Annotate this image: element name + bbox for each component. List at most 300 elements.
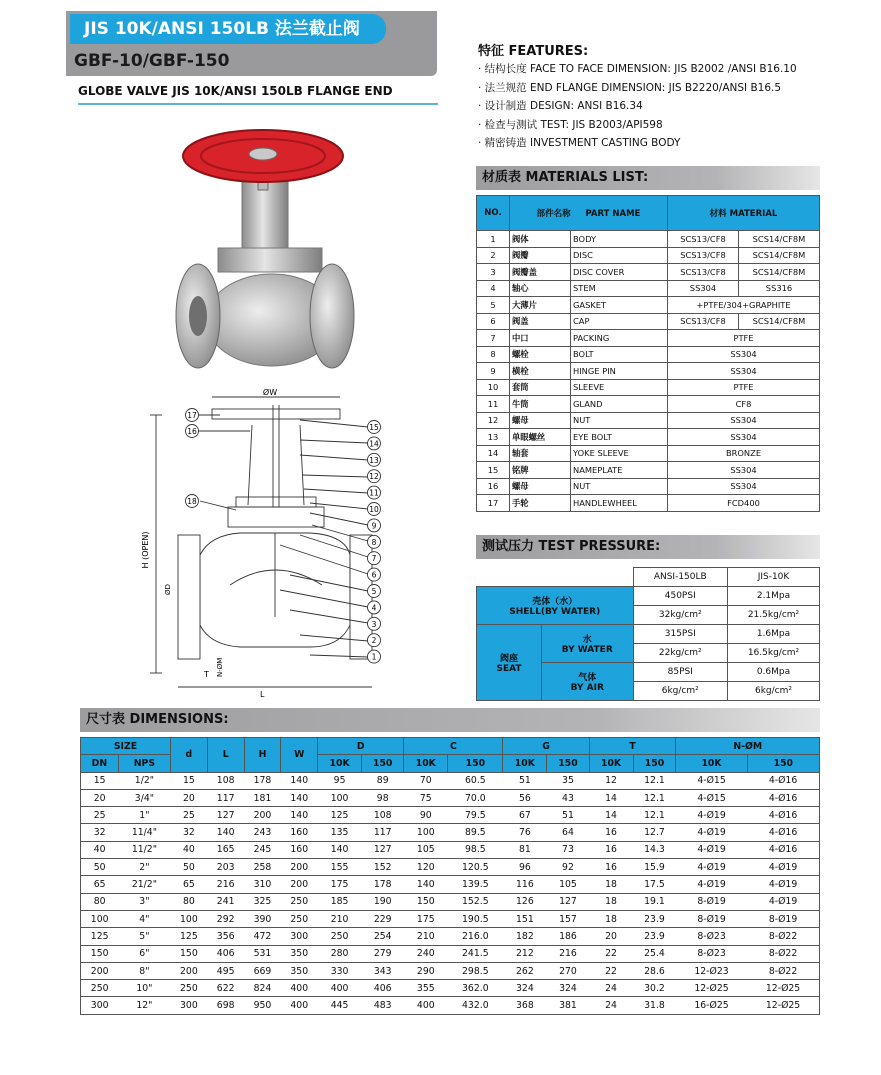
dimension-cell: 4-Ø19 bbox=[676, 824, 747, 841]
dimension-cell: 20 bbox=[81, 789, 119, 806]
material-part: STEM bbox=[571, 280, 668, 297]
feature-item: · 设计制造 DESIGN: ANSI B16.34 bbox=[478, 100, 643, 112]
water-label: 水 BY WATER bbox=[542, 625, 634, 663]
dimension-cell: 182 bbox=[503, 928, 547, 945]
dimension-cell: 152 bbox=[362, 859, 404, 876]
material-row bbox=[477, 445, 820, 462]
dimension-cell: 70.0 bbox=[448, 789, 503, 806]
material-value: SS304 bbox=[668, 363, 820, 380]
dimension-cell: 11/2" bbox=[118, 841, 170, 858]
dimension-cell: 125 bbox=[318, 807, 362, 824]
shell-label: 壳体（水） SHELL(BY WATER) bbox=[477, 587, 634, 625]
dimension-cell: 64 bbox=[547, 824, 589, 841]
dimension-cell: 4-Ø16 bbox=[747, 772, 819, 789]
dimension-cell: 79.5 bbox=[448, 807, 503, 824]
col-nps: NPS bbox=[118, 755, 170, 772]
dimension-cell: 406 bbox=[362, 980, 404, 997]
material-part: BOLT bbox=[571, 346, 668, 363]
dimension-cell: 22 bbox=[589, 945, 633, 962]
material-row bbox=[477, 247, 820, 264]
dimension-cell: 186 bbox=[547, 928, 589, 945]
dimension-cell: 51 bbox=[547, 807, 589, 824]
dimension-cell: 178 bbox=[362, 876, 404, 893]
dimension-cell: 262 bbox=[503, 962, 547, 979]
balloon-label: 14 bbox=[369, 439, 379, 449]
dimension-row bbox=[81, 807, 820, 824]
balloon-label: 11 bbox=[369, 488, 379, 498]
dimension-cell: 12.7 bbox=[633, 824, 676, 841]
dimension-cell: 4-Ø16 bbox=[747, 807, 819, 824]
material-cn: 阀瓣盖 bbox=[510, 264, 571, 281]
material-no: 11 bbox=[477, 396, 510, 413]
dimension-cell: 254 bbox=[362, 928, 404, 945]
dimension-cell: 40 bbox=[81, 841, 119, 858]
dimension-cell: 362.0 bbox=[448, 980, 503, 997]
dimension-row bbox=[81, 893, 820, 910]
material-cn: 铭牌 bbox=[510, 462, 571, 479]
dimension-cell: 96 bbox=[503, 859, 547, 876]
dimension-cell: 824 bbox=[244, 980, 281, 997]
balloon-label: 1 bbox=[371, 652, 377, 662]
dimension-row bbox=[81, 910, 820, 927]
dimension-cell: 8-Ø23 bbox=[676, 928, 747, 945]
dimension-cell: 400 bbox=[281, 997, 318, 1014]
dimension-cell: 400 bbox=[281, 980, 318, 997]
dimension-cell: 292 bbox=[207, 910, 244, 927]
dimension-cell: 4-Ø15 bbox=[676, 789, 747, 806]
material-no: 1 bbox=[477, 231, 510, 248]
dimension-cell: 12-Ø23 bbox=[676, 962, 747, 979]
dimension-cell: 298.5 bbox=[448, 962, 503, 979]
dimension-cell: 3" bbox=[118, 893, 170, 910]
dimension-row bbox=[81, 772, 820, 789]
dimension-cell: 4-Ø16 bbox=[747, 789, 819, 806]
dimension-cell: 200 bbox=[281, 859, 318, 876]
material-value: SCS13/CF8 bbox=[668, 231, 739, 248]
material-no: 8 bbox=[477, 346, 510, 363]
material-value: +PTFE/304+GRAPHITE bbox=[668, 297, 820, 314]
material-value: BRONZE bbox=[668, 445, 820, 462]
dimension-cell: 14 bbox=[589, 807, 633, 824]
col-no: NO. bbox=[477, 196, 510, 231]
dimension-cell: 250 bbox=[318, 928, 362, 945]
col-D: D bbox=[318, 738, 404, 755]
dimension-cell: 100 bbox=[170, 910, 207, 927]
balloon-label: 5 bbox=[371, 587, 377, 596]
feature-item: · 精密铸造 INVESTMENT CASTING BODY bbox=[478, 137, 681, 149]
dimension-cell: 108 bbox=[207, 772, 244, 789]
dimension-cell: 11/4" bbox=[118, 824, 170, 841]
dimension-cell: 125 bbox=[81, 928, 119, 945]
dimension-cell: 241.5 bbox=[448, 945, 503, 962]
dimension-cell: 310 bbox=[244, 876, 281, 893]
dimension-row bbox=[81, 859, 820, 876]
page-title: JIS 10K/ANSI 150LB 法兰截止阀 bbox=[70, 14, 386, 44]
dimension-cell: 127 bbox=[547, 893, 589, 910]
dimension-cell: 245 bbox=[244, 841, 281, 858]
dimension-cell: 92 bbox=[547, 859, 589, 876]
col-nm: N-ØM bbox=[676, 738, 820, 755]
dimension-row bbox=[81, 962, 820, 979]
dimension-cell: 125 bbox=[170, 928, 207, 945]
dimension-cell: 150 bbox=[81, 945, 119, 962]
material-row bbox=[477, 264, 820, 281]
product-subtitle: GLOBE VALVE JIS 10K/ANSI 150LB FLANGE END bbox=[78, 84, 393, 98]
dimension-cell: 18 bbox=[589, 876, 633, 893]
col-cn: 部件名称 bbox=[536, 209, 571, 219]
dimension-cell: 12" bbox=[118, 997, 170, 1014]
dimension-cell: 8-Ø22 bbox=[747, 962, 819, 979]
dimension-cell: 200 bbox=[170, 962, 207, 979]
material-value: SS304 bbox=[668, 346, 820, 363]
material-part: YOKE SLEEVE bbox=[571, 445, 668, 462]
dimension-cell: 2" bbox=[118, 859, 170, 876]
material-no: 6 bbox=[477, 313, 510, 330]
dimension-cell: 150 bbox=[170, 945, 207, 962]
material-row bbox=[477, 478, 820, 495]
dimension-cell: 216 bbox=[207, 876, 244, 893]
dimension-cell: 14 bbox=[589, 789, 633, 806]
balloon-label: 18 bbox=[187, 497, 197, 506]
dimension-cell: 20 bbox=[170, 789, 207, 806]
dimension-cell: 43 bbox=[547, 789, 589, 806]
dimension-cell: 355 bbox=[404, 980, 448, 997]
dimension-cell: 622 bbox=[207, 980, 244, 997]
dimension-cell: 185 bbox=[318, 893, 362, 910]
col-w: W bbox=[281, 738, 318, 773]
dimension-cell: 127 bbox=[362, 841, 404, 858]
balloon-label: 4 bbox=[371, 603, 377, 613]
dimension-cell: 100 bbox=[318, 789, 362, 806]
material-part: HANDLEWHEEL bbox=[571, 495, 668, 512]
dimension-cell: 203 bbox=[207, 859, 244, 876]
dimension-cell: 432.0 bbox=[448, 997, 503, 1014]
dimension-cell: 140 bbox=[281, 772, 318, 789]
material-cn: 牛筒 bbox=[510, 396, 571, 413]
dim-nm-label: N-ØM bbox=[216, 657, 224, 677]
dimension-cell: 18 bbox=[589, 893, 633, 910]
dimension-cell: 32 bbox=[81, 824, 119, 841]
dimension-cell: 4" bbox=[118, 910, 170, 927]
dimension-cell: 35 bbox=[547, 772, 589, 789]
material-no: 7 bbox=[477, 330, 510, 347]
dimension-cell: 210 bbox=[404, 928, 448, 945]
material-cn: 阀体 bbox=[510, 231, 571, 248]
dimension-cell: 24 bbox=[589, 997, 633, 1014]
balloon-label: 16 bbox=[187, 427, 197, 436]
material-part: NUT bbox=[571, 412, 668, 429]
dimension-cell: 350 bbox=[281, 962, 318, 979]
material-cn: 轴心 bbox=[510, 280, 571, 297]
material-part: DISC bbox=[571, 247, 668, 264]
dimension-cell: 290 bbox=[404, 962, 448, 979]
dimension-cell: 95 bbox=[318, 772, 362, 789]
material-part: GASKET bbox=[571, 297, 668, 314]
material-no: 16 bbox=[477, 478, 510, 495]
material-part: PACKING bbox=[571, 330, 668, 347]
dimensions-table: SIZE d L H W D C G T N-ØM DN NPS 10K 150 10K 150 10K 150 10K 150 10K 150 15 1/2" 15 108 178 140 95 89 70 60.5 51 35 12 12.1 4-Ø15 4-Ø16 20 3/4" 20 117 181 140 100 98 75 70.0 56 43 14 12.1 4-Ø15 4-Ø16 25 1" 25 127 200 140 125 108 90 79.5 67 51 14 12.1 4-Ø19 4-Ø16 32 11/4" 32 140 243 160 135 117 100 89.5 76 64 16 12.7 4-Ø19 4-Ø16 40 11/2" 40 165 245 160 140 127 105 98.5 81 73 16 14.3 4-Ø19 4-Ø16 50 2" 50 203 258 200 155 152 120 120.5 96 92 16 15.9 4-Ø19 4-Ø19 65 21/2" 65 216 310 200 175 178 140 139.5 116 105 18 17.5 4-Ø19 4-Ø19 80 3" 80 241 325 250 185 190 150 152.5 126 127 18 19.1 8-Ø19 4-Ø19 100 4" 100 292 390 250 210 229 175 190.5 151 157 18 23.9 8-Ø19 8-Ø19 125 5" 125 356 472 300 250 254 210 216.0 182 186 20 23.9 8-Ø23 8-Ø22 150 6" 150 406 531 350 280 279 240 241.5 212 216 22 25.4 8-Ø23 8-Ø22 200 8" 200 495 669 350 330 343 290 298.5 262 270 22 28.6 12-Ø23 8-Ø22 250 10" 250 622 824 400 400 406 355 362.0 324 324 24 30.2 12-Ø25 12-Ø25 300 12" 300 698 950 400 445 483 400 432.0 368 381 24 31.8 16-Ø25 12-Ø25 bbox=[80, 737, 820, 1015]
dimension-cell: 151 bbox=[503, 910, 547, 927]
dimension-cell: 6" bbox=[118, 945, 170, 962]
dimension-cell: 12.1 bbox=[633, 772, 676, 789]
dimension-cell: 21/2" bbox=[118, 876, 170, 893]
dimension-cell: 14.3 bbox=[633, 841, 676, 858]
dimension-cell: 1" bbox=[118, 807, 170, 824]
dimension-cell: 12.1 bbox=[633, 807, 676, 824]
test-pressure-table: ANSI-150LB JIS-10K 壳体（水） SHELL(BY WATER) 450PSI 2.1Mpa 32kg/cm² 21.5kg/cm² 阀座 SEAT 水 BY WATER 315PSI 1.6Mpa 22kg/cm² 16.5kg/cm² 气体 BY AIR 85PSI 0.6Mpa 6kg/cm² 6kg/cm² bbox=[476, 567, 820, 701]
dimension-cell: 16 bbox=[589, 824, 633, 841]
material-value: SCS13/CF8 bbox=[668, 247, 739, 264]
material-cn: 单眼螺丝 bbox=[510, 429, 571, 446]
material-row bbox=[477, 462, 820, 479]
dimension-cell: 8-Ø23 bbox=[676, 945, 747, 962]
dimension-cell: 25.4 bbox=[633, 945, 676, 962]
dimension-cell: 126 bbox=[503, 893, 547, 910]
dimension-cell: 325 bbox=[244, 893, 281, 910]
dimension-cell: 4-Ø19 bbox=[747, 859, 819, 876]
dimension-cell: 25 bbox=[170, 807, 207, 824]
dimension-cell: 30.2 bbox=[633, 980, 676, 997]
dimension-cell: 300 bbox=[281, 928, 318, 945]
dimension-cell: 270 bbox=[547, 962, 589, 979]
dimension-cell: 250 bbox=[281, 893, 318, 910]
material-cn: 手轮 bbox=[510, 495, 571, 512]
dimension-cell: 1/2" bbox=[118, 772, 170, 789]
material-no: 15 bbox=[477, 462, 510, 479]
balloon-label: 9 bbox=[371, 521, 377, 531]
dimension-cell: 4-Ø19 bbox=[676, 807, 747, 824]
dimension-cell: 229 bbox=[362, 910, 404, 927]
dimension-cell: 135 bbox=[318, 824, 362, 841]
material-value: SS304 bbox=[668, 478, 820, 495]
material-row bbox=[477, 346, 820, 363]
col-G: G bbox=[503, 738, 589, 755]
dimension-cell: 60.5 bbox=[448, 772, 503, 789]
material-no: 5 bbox=[477, 297, 510, 314]
dimension-cell: 73 bbox=[547, 841, 589, 858]
dimension-cell: 75 bbox=[404, 789, 448, 806]
col-T: T bbox=[589, 738, 676, 755]
balloon-label: 8 bbox=[371, 537, 377, 547]
balloon-label: 6 bbox=[371, 570, 377, 580]
air-label: 气体 BY AIR bbox=[542, 663, 634, 701]
material-value: SCS14/CF8M bbox=[738, 231, 819, 248]
dimension-cell: 472 bbox=[244, 928, 281, 945]
dimension-cell: 80 bbox=[81, 893, 119, 910]
dim-t-label: T bbox=[204, 670, 209, 679]
dimension-cell: 8-Ø19 bbox=[676, 893, 747, 910]
dimension-cell: 175 bbox=[318, 876, 362, 893]
dimension-cell: 100 bbox=[81, 910, 119, 927]
dimension-cell: 140 bbox=[318, 841, 362, 858]
material-no: 17 bbox=[477, 495, 510, 512]
dimension-cell: 18 bbox=[589, 910, 633, 927]
material-value: PTFE bbox=[668, 379, 820, 396]
balloon-label: 13 bbox=[369, 455, 379, 465]
dimension-cell: 17.5 bbox=[633, 876, 676, 893]
material-cn: 阀瓣 bbox=[510, 247, 571, 264]
dimension-cell: 50 bbox=[170, 859, 207, 876]
col-ansi: ANSI-150LB bbox=[633, 568, 728, 587]
dimension-cell: 381 bbox=[547, 997, 589, 1014]
dimension-cell: 8" bbox=[118, 962, 170, 979]
dimension-cell: 120 bbox=[404, 859, 448, 876]
dimension-cell: 23.9 bbox=[633, 910, 676, 927]
col-C: C bbox=[404, 738, 503, 755]
dimension-cell: 15.9 bbox=[633, 859, 676, 876]
dimension-cell: 19.1 bbox=[633, 893, 676, 910]
dimension-cell: 70 bbox=[404, 772, 448, 789]
material-value: SCS13/CF8 bbox=[668, 264, 739, 281]
dimension-cell: 155 bbox=[318, 859, 362, 876]
dimension-cell: 140 bbox=[281, 807, 318, 824]
material-no: 4 bbox=[477, 280, 510, 297]
material-value: SCS14/CF8M bbox=[738, 264, 819, 281]
material-row bbox=[477, 495, 820, 512]
dimension-cell: 116 bbox=[503, 876, 547, 893]
material-value: SS304 bbox=[668, 412, 820, 429]
dimension-cell: 279 bbox=[362, 945, 404, 962]
material-no: 2 bbox=[477, 247, 510, 264]
material-part: NUT bbox=[571, 478, 668, 495]
material-value: SS304 bbox=[668, 429, 820, 446]
material-no: 3 bbox=[477, 264, 510, 281]
dimension-cell: 350 bbox=[281, 945, 318, 962]
dimension-cell: 40 bbox=[170, 841, 207, 858]
balloon-label: 10 bbox=[369, 505, 379, 514]
dimension-cell: 406 bbox=[207, 945, 244, 962]
col-material: 材料 MATERIAL bbox=[668, 196, 820, 231]
dim-l-label: L bbox=[260, 690, 265, 699]
dimension-cell: 100 bbox=[404, 824, 448, 841]
dimension-cell: 250 bbox=[281, 910, 318, 927]
dimension-cell: 400 bbox=[318, 980, 362, 997]
dimension-cell: 669 bbox=[244, 962, 281, 979]
material-row bbox=[477, 280, 820, 297]
feature-item: · 结构长度 FACE TO FACE DIMENSION: JIS B2002 /ANSI B16.10 bbox=[478, 63, 797, 75]
dimension-cell: 210 bbox=[318, 910, 362, 927]
material-no: 10 bbox=[477, 379, 510, 396]
material-value: FCD400 bbox=[668, 495, 820, 512]
dimension-cell: 50 bbox=[81, 859, 119, 876]
dimension-cell: 24 bbox=[589, 980, 633, 997]
dimension-cell: 8-Ø19 bbox=[676, 910, 747, 927]
dimension-row bbox=[81, 876, 820, 893]
materials-table bbox=[476, 195, 820, 512]
material-part: DISC COVER bbox=[571, 264, 668, 281]
dimension-cell: 23.9 bbox=[633, 928, 676, 945]
dimension-cell: 80 bbox=[170, 893, 207, 910]
dimension-cell: 200 bbox=[244, 807, 281, 824]
valve-drawing bbox=[140, 385, 400, 710]
dim-h-label: H (OPEN) bbox=[141, 531, 150, 569]
dimension-cell: 190.5 bbox=[448, 910, 503, 927]
dimension-cell: 8-Ø22 bbox=[747, 928, 819, 945]
dimension-cell: 250 bbox=[170, 980, 207, 997]
dimension-cell: 445 bbox=[318, 997, 362, 1014]
dimension-row bbox=[81, 824, 820, 841]
dimension-cell: 152.5 bbox=[448, 893, 503, 910]
material-cn: 横栓 bbox=[510, 363, 571, 380]
dimension-cell: 105 bbox=[404, 841, 448, 858]
dimension-cell: 216 bbox=[547, 945, 589, 962]
dim-d-label: ØD bbox=[164, 584, 172, 595]
dimension-cell: 10" bbox=[118, 980, 170, 997]
dimension-cell: 140 bbox=[404, 876, 448, 893]
dimension-cell: 178 bbox=[244, 772, 281, 789]
balloon-label: 2 bbox=[371, 636, 377, 646]
dimension-cell: 51 bbox=[503, 772, 547, 789]
dimension-cell: 175 bbox=[404, 910, 448, 927]
dimension-cell: 98 bbox=[362, 789, 404, 806]
dimension-cell: 32 bbox=[170, 824, 207, 841]
col-en: PART NAME bbox=[585, 209, 641, 219]
material-row bbox=[477, 330, 820, 347]
dimension-cell: 16 bbox=[589, 859, 633, 876]
dimension-row bbox=[81, 841, 820, 858]
material-cn: 轴套 bbox=[510, 445, 571, 462]
material-value: SS304 bbox=[668, 462, 820, 479]
material-value: SS316 bbox=[738, 280, 819, 297]
dimension-cell: 157 bbox=[547, 910, 589, 927]
dimension-cell: 117 bbox=[207, 789, 244, 806]
col-size: SIZE bbox=[81, 738, 171, 755]
dimension-cell: 160 bbox=[281, 824, 318, 841]
col-l: L bbox=[207, 738, 244, 773]
material-cn: 大薄片 bbox=[510, 297, 571, 314]
col-part-name bbox=[510, 196, 668, 231]
dimension-row bbox=[81, 997, 820, 1014]
material-value: CF8 bbox=[668, 396, 820, 413]
material-cn: 阀盖 bbox=[510, 313, 571, 330]
dimension-cell: 324 bbox=[547, 980, 589, 997]
dimension-cell: 8-Ø22 bbox=[747, 945, 819, 962]
dimension-cell: 4-Ø16 bbox=[747, 824, 819, 841]
dimension-cell: 212 bbox=[503, 945, 547, 962]
material-no: 9 bbox=[477, 363, 510, 380]
dimension-cell: 140 bbox=[207, 824, 244, 841]
material-part: NAMEPLATE bbox=[571, 462, 668, 479]
dimension-cell: 4-Ø19 bbox=[676, 859, 747, 876]
feature-item: · 检查与测试 TEST: JIS B2003/API598 bbox=[478, 118, 663, 131]
col-dn: DN bbox=[81, 755, 119, 772]
dimension-cell: 150 bbox=[404, 893, 448, 910]
dimension-cell: 22 bbox=[589, 962, 633, 979]
dimension-cell: 4-Ø19 bbox=[676, 876, 747, 893]
material-value: SCS14/CF8M bbox=[738, 247, 819, 264]
dimension-cell: 65 bbox=[81, 876, 119, 893]
dimension-cell: 190 bbox=[362, 893, 404, 910]
dimension-cell: 12-Ø25 bbox=[747, 997, 819, 1014]
dimension-cell: 15 bbox=[81, 772, 119, 789]
dimension-row bbox=[81, 945, 820, 962]
dimension-cell: 241 bbox=[207, 893, 244, 910]
material-value: SCS13/CF8 bbox=[668, 313, 739, 330]
dimension-cell: 368 bbox=[503, 997, 547, 1014]
dimension-cell: 76 bbox=[503, 824, 547, 841]
dimension-row bbox=[81, 928, 820, 945]
dimension-cell: 165 bbox=[207, 841, 244, 858]
material-part: SLEEVE bbox=[571, 379, 668, 396]
dimension-cell: 117 bbox=[362, 824, 404, 841]
model-number: GBF-10/GBF-150 bbox=[74, 51, 230, 71]
dimension-cell: 140 bbox=[281, 789, 318, 806]
dimension-cell: 56 bbox=[503, 789, 547, 806]
material-row bbox=[477, 429, 820, 446]
dimension-cell: 139.5 bbox=[448, 876, 503, 893]
material-cn: 中口 bbox=[510, 330, 571, 347]
dimension-cell: 8-Ø19 bbox=[747, 910, 819, 927]
